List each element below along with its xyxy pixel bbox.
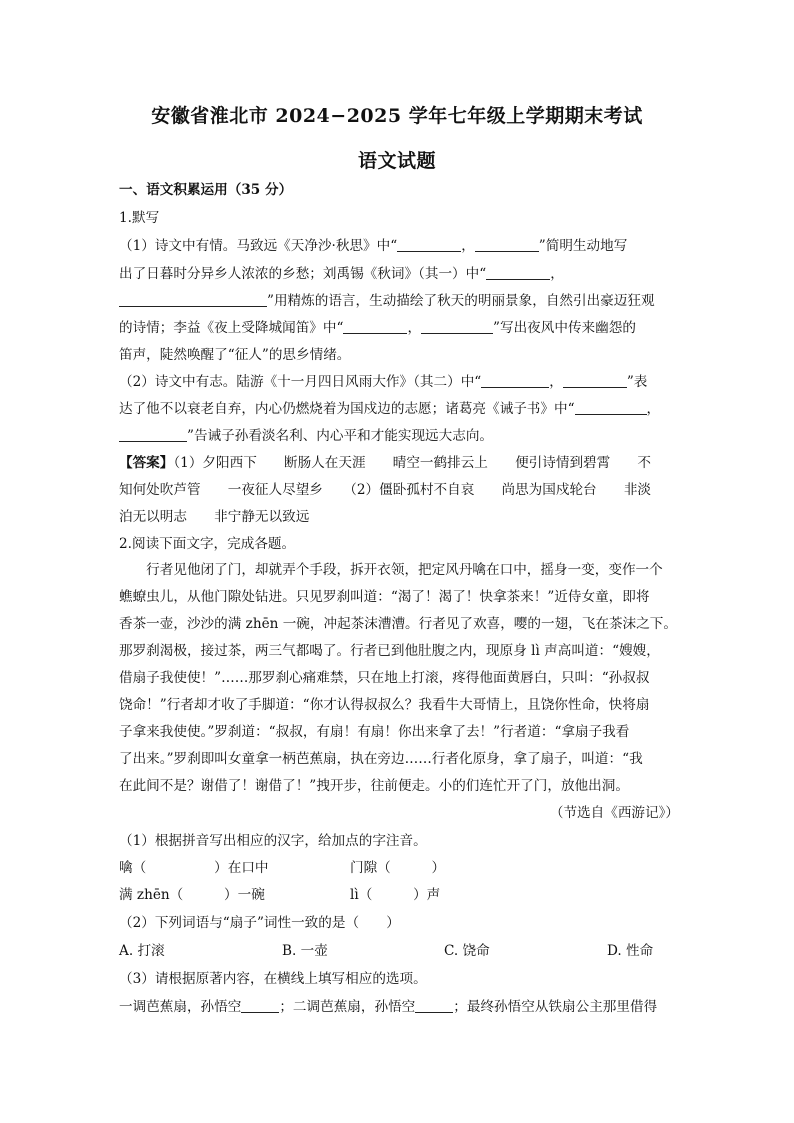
q1-text: 出了日暮时分异乡人浓浓的乡愁；刘禹锡《秋词》（其一）中“ bbox=[119, 266, 487, 282]
answer-line bbox=[119, 454, 679, 472]
answer-blank[interactable] bbox=[119, 292, 267, 307]
q1-text: ， bbox=[549, 374, 563, 390]
option-a[interactable]: A. 打滚 bbox=[119, 943, 165, 959]
q1-text: ”告诫子孙看淡名利、内心平和才能实现远大志向。 bbox=[187, 428, 494, 444]
passage-line: 借扇子我使使！”……那罗刹心痛难禁，只在地上打滚，疼得他面黄唇白，只叫：“孙叔叔 bbox=[119, 670, 650, 686]
q1-text: ”写出夜风中传来幽怨的 bbox=[493, 320, 636, 336]
sub-question-2: （2）下列词语与“扇子”词性一致的是（ ） bbox=[119, 915, 400, 931]
fill-item[interactable]: 满 zhēn（ ）一碗 bbox=[119, 887, 265, 903]
passage-line: 饶命！”行者却才收了手脚道：“你才认得叔叔么？我看牛大哥情上，且饶你性命，快将扇 bbox=[119, 697, 650, 713]
q1-text: ”表 bbox=[626, 374, 648, 390]
passage-line: 蟭蟟虫儿，从他门隙处钻进。只见罗刹叫道：“渴了！渴了！快拿茶来！”近侍女童，即将 bbox=[119, 589, 650, 605]
q1-text: 达了他不以衰老自弃，内心仍燃烧着为国戍边的志愿；诸葛亮《诫子书》中“ bbox=[119, 401, 575, 417]
passage-line: 子拿来我使使。”罗刹道：“叔叔，有扇！有扇！你出来拿了去！”行者道：“拿扇子我看 bbox=[119, 724, 630, 740]
q1-line bbox=[119, 373, 679, 391]
answer-text: （1）夕阳西下 断肠人在天涯 晴空一鹤排云上 便引诗情到碧霄 不 bbox=[173, 455, 652, 471]
sub-question-1: （1）根据拼音写出相应的汉字，给加点的字注音。 bbox=[119, 833, 427, 849]
answer-label: 【答案】 bbox=[119, 455, 174, 471]
answer-line: 泊无以明志 非宁静无以致远 bbox=[119, 509, 310, 525]
answer-blank[interactable] bbox=[475, 237, 539, 252]
sub-question-3: （3）请根据原著内容，在横线上填写相应的选项。 bbox=[119, 971, 427, 987]
passage-line: 了出来。”罗刹即叫女童拿一柄芭蕉扇，执在旁边……行者化原身，拿了扇子，叫道：“我 bbox=[119, 751, 643, 767]
q1-line bbox=[119, 427, 679, 445]
q1-line: 笛声，陡然唤醒了“征人”的思乡情绪。 bbox=[119, 347, 351, 363]
answer-blank[interactable] bbox=[343, 319, 407, 334]
question-2-heading: 2.阅读下面文字，完成各题。 bbox=[119, 536, 296, 552]
q1-text: （1）诗文中有情。马致远《天净沙·秋思》中“ bbox=[119, 238, 398, 254]
sub-question-3-line bbox=[119, 998, 679, 1016]
answer-blank[interactable] bbox=[486, 265, 550, 280]
q1-line bbox=[119, 400, 679, 418]
q3-text: 一调芭蕉扇，孙悟空 bbox=[119, 999, 242, 1015]
q3-text: ；最终孙悟空从铁扇公主那里借得 bbox=[453, 999, 658, 1015]
page-title: 安徽省淮北市 2024−2025 学年七年级上学期期末考试 bbox=[151, 105, 643, 127]
answer-line: 知何处吹芦管 一夜征人尽望乡 （2）僵卧孤村不自哀 尚思为国戍轮台 非淡 bbox=[119, 482, 652, 498]
passage-line: 行者见他闭了门，却就弄个手段，拆开衣领，把定风丹噙在口中，摇身一变，变作一个 bbox=[119, 562, 663, 578]
option-c[interactable]: C. 饶命 bbox=[444, 943, 490, 959]
q1-text: ， bbox=[407, 320, 422, 336]
answer-blank[interactable] bbox=[575, 400, 647, 415]
answer-blank[interactable] bbox=[397, 237, 461, 252]
question-1-heading: 1.默写 bbox=[119, 210, 160, 226]
q1-text: ， bbox=[646, 401, 661, 417]
answer-blank[interactable] bbox=[119, 427, 187, 442]
passage-line: 在此间不是？谢借了！谢借了！”拽开步，往前便走。小的们连忙开了门，放他出洞。 bbox=[119, 778, 629, 794]
passage-source: （节选自《西游记》） bbox=[549, 805, 679, 821]
q1-line bbox=[119, 292, 679, 310]
answer-blank[interactable] bbox=[563, 373, 627, 388]
q1-text: ”用精炼的语言，生动描绘了秋天的明丽景象，自然引出豪迈狂观 bbox=[267, 293, 655, 309]
section-heading: 一、语文积累运用（35 分） bbox=[119, 182, 293, 198]
q3-text: ；二调芭蕉扇，孙悟空 bbox=[279, 999, 416, 1015]
q1-line bbox=[119, 265, 679, 283]
option-b[interactable]: B. 一壶 bbox=[282, 943, 328, 959]
option-d[interactable]: D. 性命 bbox=[607, 943, 654, 959]
fill-item[interactable]: 噙（ ）在口中 bbox=[119, 860, 269, 876]
q1-line bbox=[119, 237, 679, 255]
answer-blank[interactable] bbox=[421, 319, 493, 334]
q1-line bbox=[119, 319, 679, 337]
q1-text: ”简明生动地写 bbox=[538, 238, 628, 254]
answer-blank[interactable] bbox=[415, 998, 453, 1013]
answer-blank[interactable] bbox=[241, 998, 279, 1013]
answer-blank[interactable] bbox=[481, 373, 549, 388]
fill-item[interactable]: lì（ ）声 bbox=[350, 887, 441, 903]
q1-text: 的诗情；李益《夜上受降城闻笛》中“ bbox=[119, 320, 344, 336]
passage-line: 那罗刹渴极，接过茶，两三气都喝了。行者已到他肚腹之内，现原身 lì 声高叫道：“嫂嫂， bbox=[119, 643, 660, 659]
q1-text: （2）诗文中有志。陆游《十一月四日风雨大作》（其二）中“ bbox=[119, 374, 482, 390]
q1-text: ， bbox=[550, 266, 564, 282]
passage-line: 香茶一壶，沙沙的满 zhēn 一碗，冲起茶沫漕漕。行者见了欢喜，嘤的一翅，飞在茶沫之下。 bbox=[119, 616, 677, 632]
page-subtitle: 语文试题 bbox=[357, 150, 436, 172]
fill-item[interactable]: 门隙（ ） bbox=[350, 860, 446, 876]
q1-text: ， bbox=[461, 238, 475, 254]
